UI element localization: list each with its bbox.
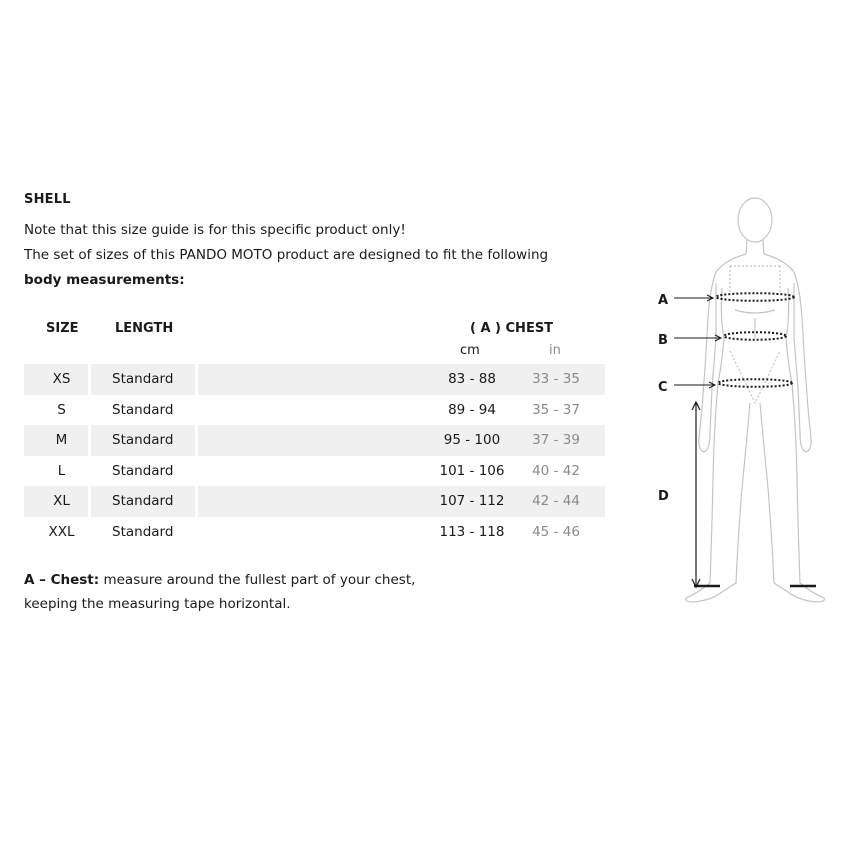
cell-chest-in: 42 - 44 [532,493,580,510]
cell-size: XS [52,371,71,387]
cell-chest-in: 40 - 42 [532,462,580,479]
cell-length: Standard [112,432,174,449]
table-row [24,425,605,456]
cell-chest-in: 33 - 35 [532,371,580,387]
label-c: C [658,380,668,395]
note-label: A – Chest: [24,572,100,588]
cell-size: M [55,432,68,449]
intro-line-2: The set of sizes of this PANDO MOTO product are designed to fit the following [24,247,549,263]
cell-size: S [57,401,66,418]
cell-chest-in: 37 - 39 [532,432,580,449]
table-row [24,395,605,426]
label-a: A [658,293,669,308]
note-text-1: measure around the fullest part of your chest, [99,572,416,588]
cell-size: XL [53,493,70,510]
cell-length: Standard [112,523,174,540]
intro-line-3: body measurements: [24,272,185,288]
note-text-2: keeping the measuring tape horizontal. [24,596,291,612]
cell-length: Standard [112,401,174,418]
cell-length: Standard [112,462,174,479]
body-outline [686,198,825,602]
cell-chest-in: 45 - 46 [532,523,580,540]
label-d: D [658,489,669,504]
table-row [24,486,605,517]
body-measurement-figure [650,188,840,608]
table-row [24,456,605,487]
table-row [24,364,605,395]
measurement-note [24,568,544,616]
cell-chest-cm: 101 - 106 [439,462,505,479]
cell-size: XXL [48,523,75,540]
hip-measure-line [718,379,792,387]
cell-chest-cm: 95 - 100 [443,432,501,449]
intro-text [24,218,584,293]
cell-chest-cm: 83 - 88 [448,371,496,387]
header-length: LENGTH [115,321,174,336]
header-chest: ( A ) CHEST [470,321,554,336]
label-b: B [658,333,668,348]
cell-chest-cm: 89 - 94 [448,401,496,418]
size-table [24,364,605,548]
measure-lines [674,293,816,587]
table-row [24,517,605,548]
cell-chest-in: 35 - 37 [532,401,580,418]
intro-line-1: Note that this size guide is for this specific product only! [24,222,406,238]
body-figure-svg [650,188,840,608]
unit-cm: cm [460,343,480,358]
chest-measure-line [716,293,794,301]
cell-length: Standard [112,493,174,510]
cell-length: Standard [112,371,174,387]
cell-chest-cm: 113 - 118 [439,523,505,540]
cell-chest-cm: 107 - 112 [439,493,505,510]
header-size: SIZE [46,321,79,336]
product-title: SHELL [24,192,71,207]
cell-size: L [57,462,66,479]
unit-in: in [549,343,561,358]
